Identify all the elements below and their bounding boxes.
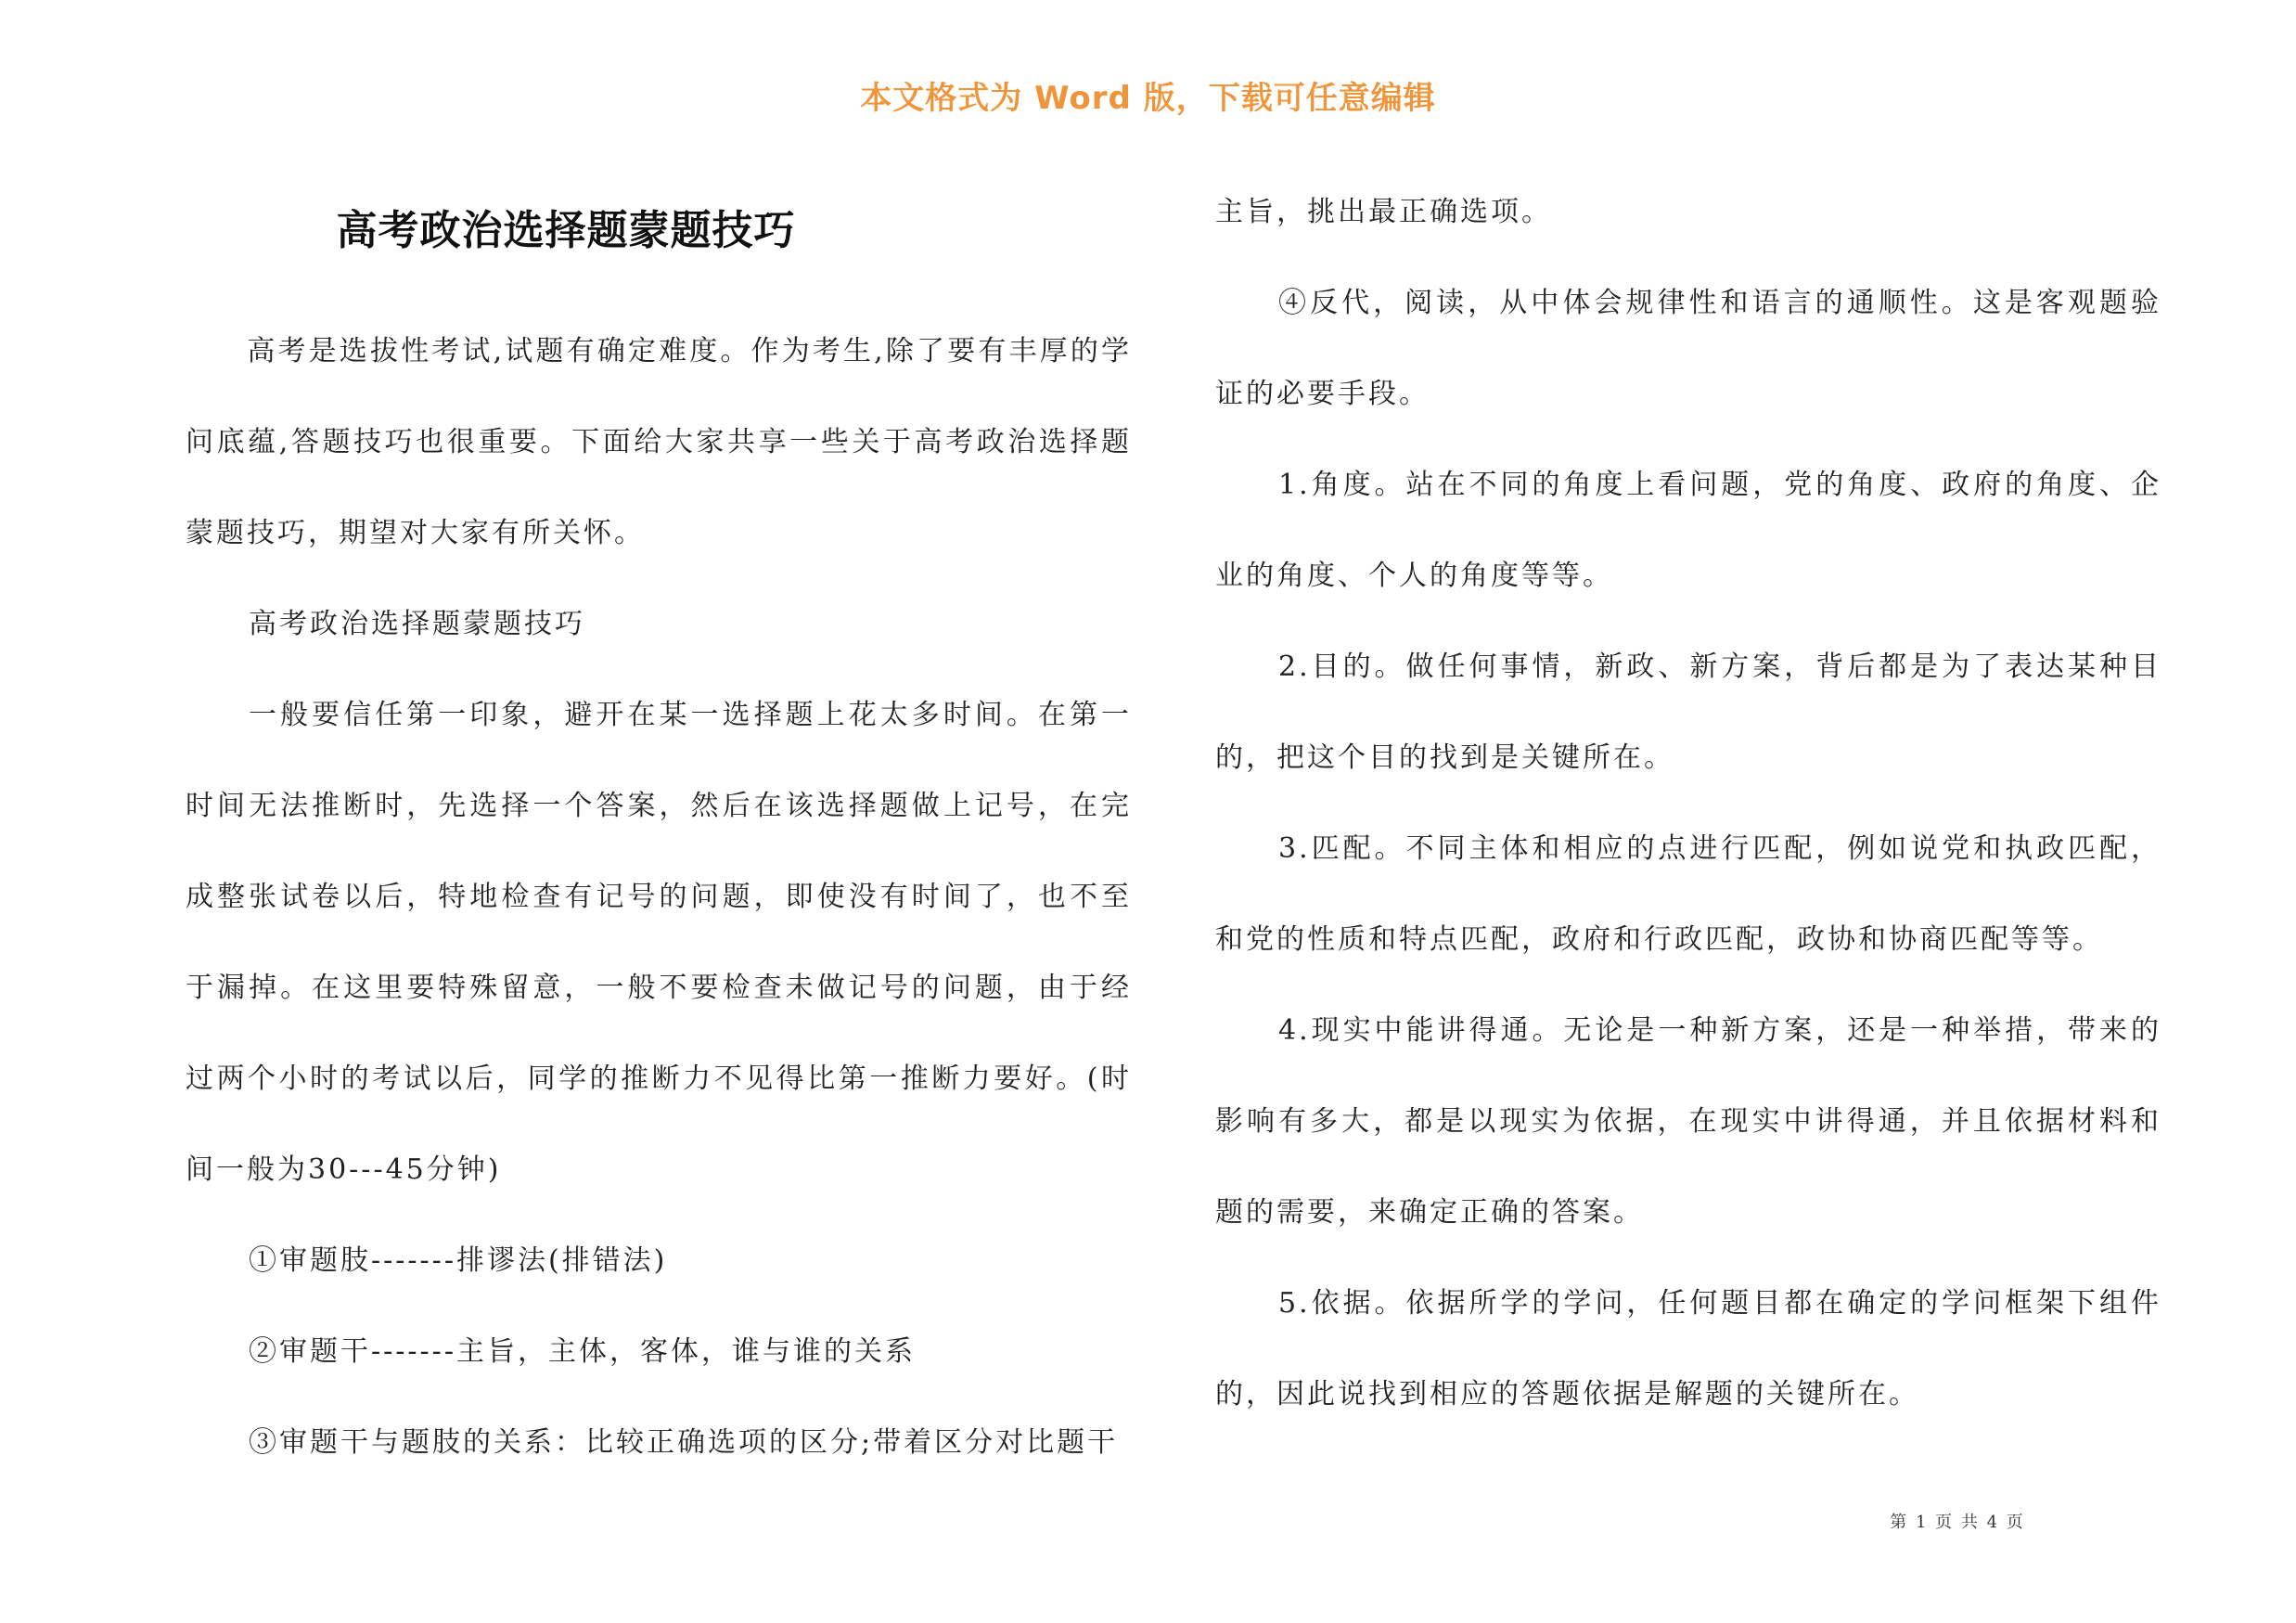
section-heading: 高考政治选择题蒙题技巧	[249, 608, 585, 640]
step-3-continued: 主旨，挑出最正确选项。	[1215, 196, 1552, 228]
document-title: 高考政治选择题蒙题技巧	[336, 207, 796, 254]
step-1: ①审题肢-------排谬法(排错法)	[249, 1244, 668, 1277]
intro-paragraph: 高考是选拔性考试,试题有确定难度。作为考生,除了要有丰厚的学问底蕴,答题技巧也很重要。下面给大家共享一些关于高考政治选择题蒙题技巧，期望对大家有所关怀。	[186, 335, 1132, 549]
tip-angle: 1.角度。站在不同的角度上看问题，党的角度、政府的角度、企业的角度、个人的角度等等。	[1215, 469, 2161, 592]
step-2: ②审题干-------主旨，主体，客体，谁与谁的关系	[249, 1335, 916, 1368]
strategy-paragraph: 一般要信任第一印象，避开在某一选择题上花太多时间。在第一时间无法推断时，先选择一个答案，然后在该选择题做上记号，在完成整张试卷以后，特地检查有记号的问题，即使没有时间了，也不至于漏掉。在这里要特殊留意，一般不要检查未做记号的问题，由于经过两个小时的考试以后，同学的推断力不见得比第一推断力要好。(时间一般为30---45分钟)	[186, 699, 1132, 1186]
step-3: ③审题干与题肢的关系：比较正确选项的区分;带着区分对比题干	[249, 1426, 1119, 1459]
tip-purpose: 2.目的。做任何事情，新政、新方案，背后都是为了表达某种目的，把这个目的找到是关键所在。	[1215, 650, 2161, 774]
tip-matching: 3.匹配。不同主体和相应的点进行匹配，例如说党和执政匹配，和党的性质和特点匹配，政府和行政匹配，政协和协商匹配等等。	[1215, 832, 2161, 956]
step-4: ④反代，阅读，从中体会规律性和语言的通顺性。这是客观题验证的必要手段。	[1215, 287, 2161, 410]
download-banner: 本文格式为 Word 版，下载可任意编辑	[860, 80, 1436, 117]
tip-reality: 4.现实中能讲得通。无论是一种新方案，还是一种举措，带来的影响有多大，都是以现实为依据，在现实中讲得通，并且依据材料和题的需要，来确定正确的答案。	[1215, 1014, 2161, 1229]
tip-basis: 5.依据。依据所学的学问，任何题目都在确定的学问框架下组件的，因此说找到相应的答题依据是解题的关键所在。	[1215, 1287, 2161, 1410]
page-number: 第 1 页 共 4 页	[1890, 1513, 2025, 1532]
